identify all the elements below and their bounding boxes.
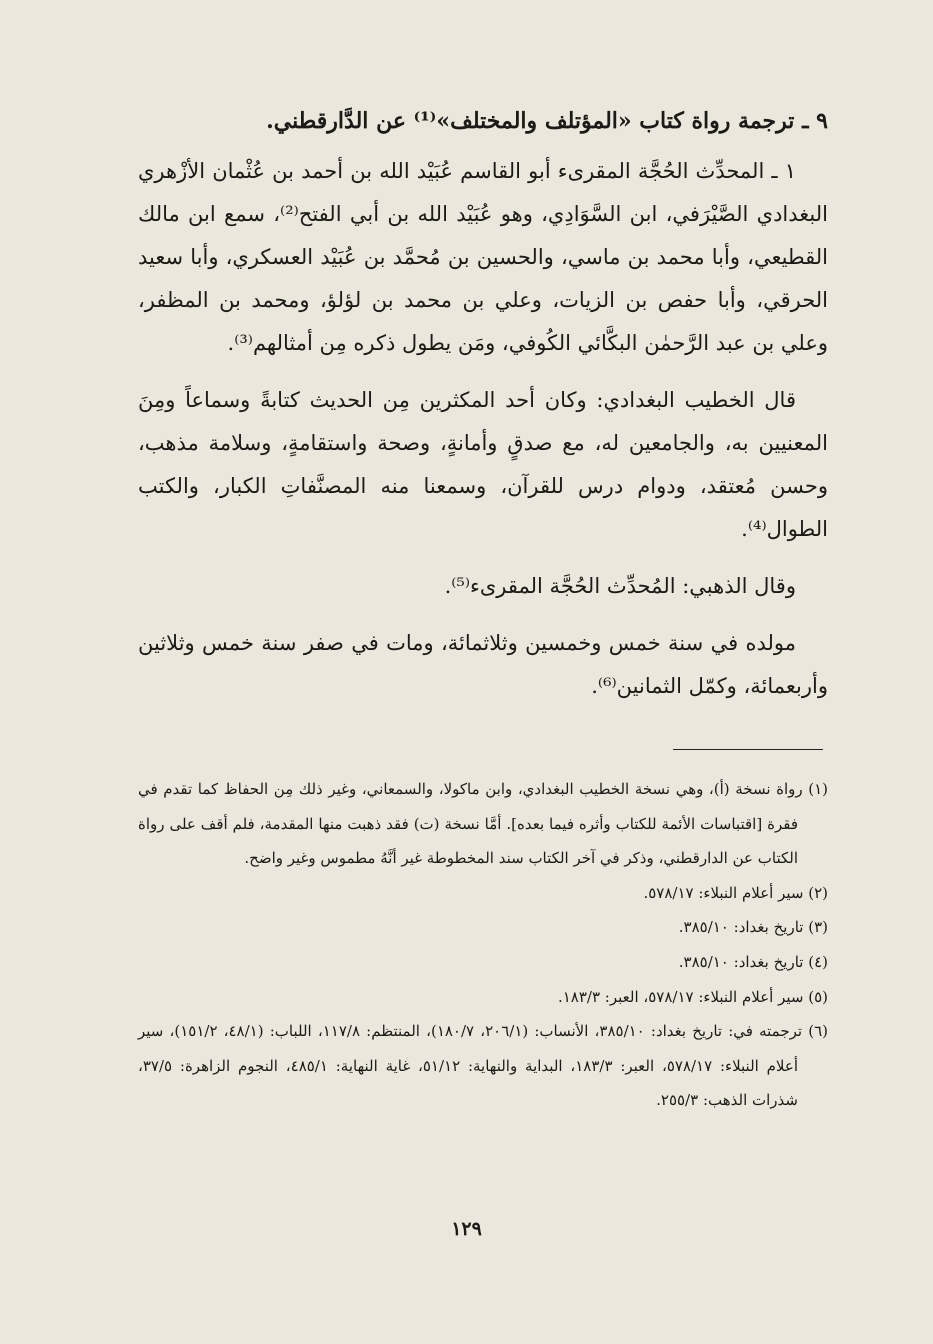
paragraph-birth-death: مولده في سنة خمس وخمسين وثلاثمائة، ومات في صفر سنة خمس وثلاثين وأربعمائة، وكمّل الثمانين⁽⁶⁾. [138,631,828,698]
section-heading: ٩ ـ ترجمة رواة كتاب «المؤتلف والمختلف»⁽¹⁾ عن الدَّارقطني. [266,108,828,134]
footnote: (٦) ترجمته في: تاريخ بغداد: ٣٨٥/١٠، الأنساب: (٢٠٦/١، ١٨٠/٧)، المنتظم: ١١٧/٨، اللباب: (٤٨/١، ١٥١/٢)، سير أعلام النبلاء: ٥٧٨/١٧، العبر: ١٨٣/٣، البداية والنهاية: ٥١/١٢، غاية النهاية: ٤٨٥/١، النجوم الزاهرة: ٣٧/٥، شذرات الذهب: ٢٥٥/٣. [138,1022,829,1110]
main-text [138,150,828,722]
page-number: ١٢٩ [451,1218,482,1240]
footnote: (٤) تاريخ بغداد: ٣٨٥/١٠. [678,952,828,971]
paragraph-biography: ١ ـ المحدِّث الحُجَّة المقرىء أبو القاسم عُبَيْد الله بن أحمد بن عُثْمان الأزْهري البغدادي الصَّيْرَفي، ابن السَّوَادِي، وهو عُبَيْد الله بن أبي الفتح⁽²⁾، سمع ابن مالك القطيعي، وأبا محمد بن ماسي، والحسين بن مُحمَّد بن عُبَيْد العسكري، وأبا سعيد الحرقي، وأبا حفص بن الزيات، وعلي بن محمد بن لؤلؤ، ومحمد بن المظفر، وعلي بن عبد الرَّحمٰن البكَّائي الكُوفي، ومَن يطول ذكره مِن أمثالهم⁽³⁾. [138,159,828,355]
paragraph-dhahabi-quote: وقال الذهبي: المُحدِّث الحُجَّة المقرىء⁽⁵⁾. [444,574,796,598]
footnote-divider [673,749,823,750]
footnote: (٢) سير أعلام النبلاء: ٥٧٨/١٧. [643,883,828,902]
footnote: (٣) تاريخ بغداد: ٣٨٥/١٠. [678,918,828,937]
footnotes [138,772,828,1118]
footnote: (٥) سير أعلام النبلاء: ٥٧٨/١٧، العبر: ١٨٣/٣. [557,987,828,1006]
paragraph-khatib-quote: قال الخطيب البغدادي: وكان أحد المكثرين مِن الحديث كتابةً وسماعاً ومِنَ المعنيين به، والجامعين له، مع صدقٍ وأمانةٍ، وصحة واستقامةٍ، وسلامة مذهب، وحسن مُعتقد، ودوام درس للقرآن، وسمعنا منه المصنَّفاتِ الكبار، والكتب الطوال⁽⁴⁾. [138,388,828,541]
footnote: (١) رواة نسخة (أ)، وهي نسخة الخطيب البغدادي، وابن ماكولا، والسمعاني، وغير ذلك مِن الحفاظ كما تقدم في فقرة [اقتباسات الأئمة للكتاب وأثره فيما بعده]. أمَّا نسخة (ت) فقد ذهبت منها المقدمة، فلم أقف على رواة الكتاب عن الدارقطني، وذكر في آخر الكتاب سند المخطوطة غير أنَّهُ مطموس وغير واضح. [138,780,828,868]
